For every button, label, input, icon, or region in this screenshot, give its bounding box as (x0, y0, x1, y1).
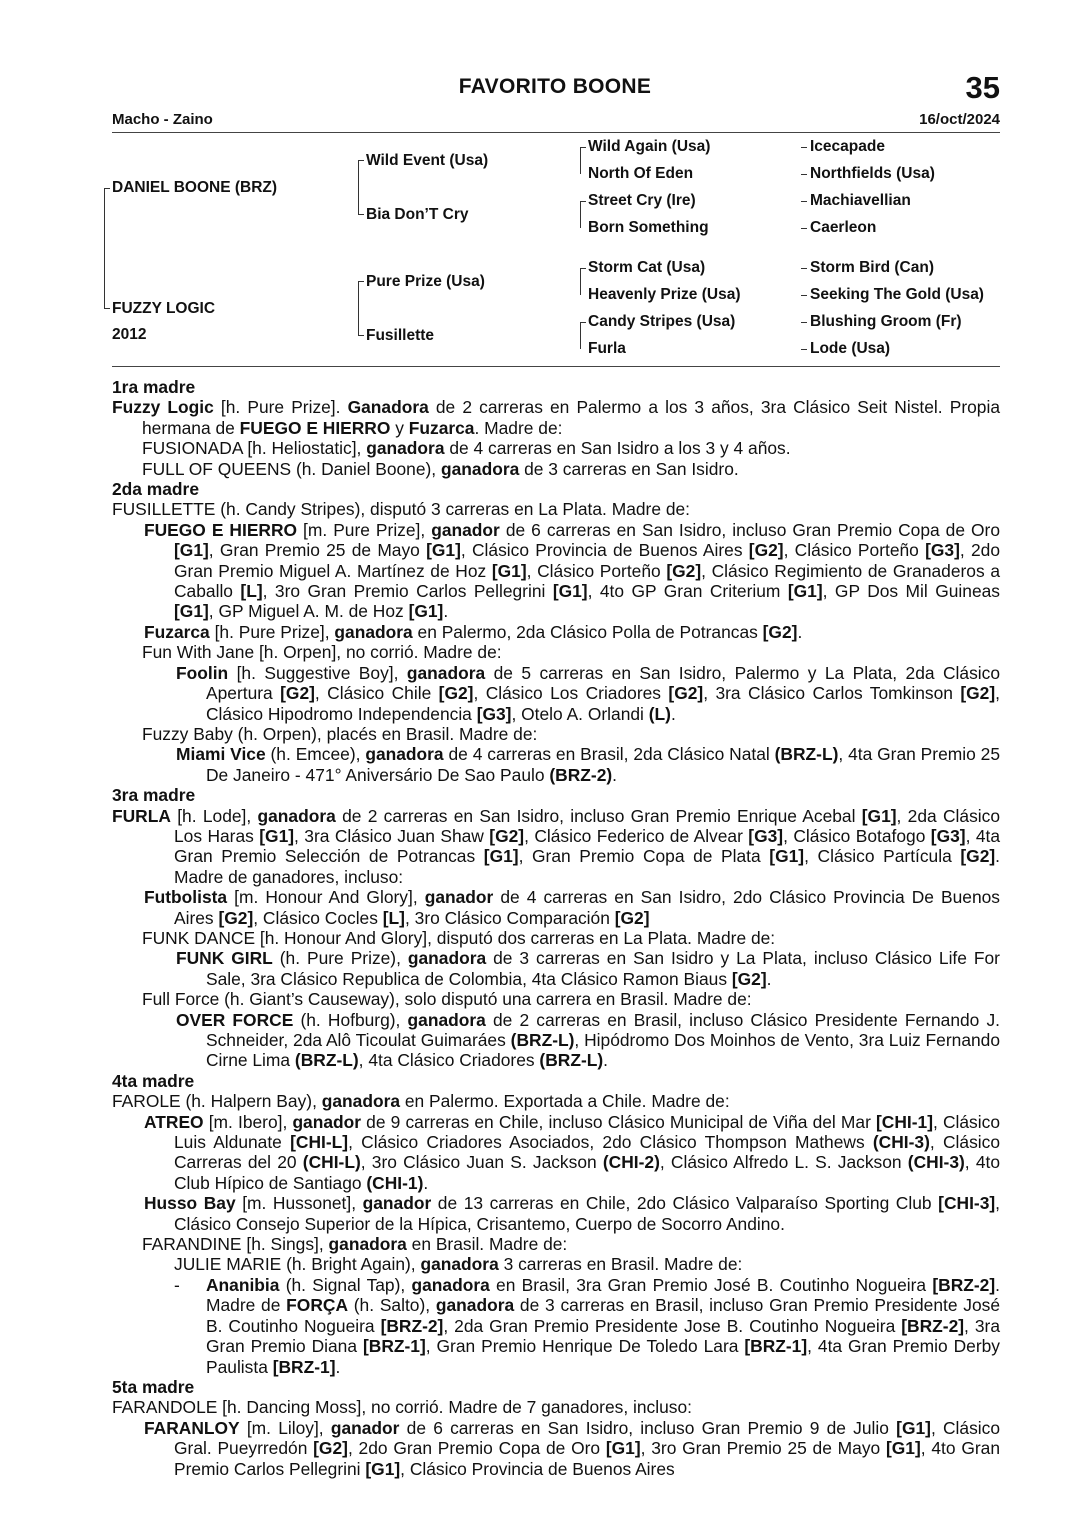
text-run: , 2do Gran Premio Copa de Oro (347, 1438, 606, 1459)
text-run: JULIE MARIE (h. Bright Again), (174, 1254, 421, 1275)
bold-text: [G2] (960, 683, 996, 704)
bold-text: (CHI-2) (602, 1152, 660, 1173)
text-run: , 4ta Gran Premio Derby Paulista (206, 1336, 1000, 1377)
text-run: FUSIONADA [h. Heliostatic], (142, 438, 367, 459)
gen4-ancestor: Seeking The Gold (Usa) (810, 286, 984, 303)
bold-text: [CHI-3] (938, 1193, 996, 1214)
text-run: de 6 carreras en San Isidro, incluso Gran Premio Copa de Oro (499, 519, 1000, 540)
produce-entry (112, 459, 1000, 479)
bold-text: ganadora (257, 805, 336, 826)
text-run: 3 carreras en Brasil. Madre de: (498, 1254, 743, 1275)
text-run: [m. Honour And Glory], (227, 887, 425, 908)
dam-sire: Pure Prize (Usa) (366, 273, 485, 290)
text-run: , Clásico Criadores Asociados, 2do Clásico Thompson Mathews (348, 1132, 873, 1153)
text-run: [h. Suggestive Boy], (228, 662, 407, 683)
text-run: Fun With Jane [h. Orpen], no corrió. Madre de: (142, 642, 502, 663)
text-run: de 6 carreras en San Isidro, incluso Gran Premio 9 de Julio (399, 1417, 897, 1438)
text-run: , Hipódromo Dos Moinhos de Vento, 3ra Luiz Fernando Cirne Lima (206, 1030, 1001, 1071)
text-run: de 5 carreras en San Isidro, Palermo y La Plata, 2da Clásico Apertura (206, 662, 1000, 704)
dam-name: FUZZY LOGIC (112, 300, 216, 317)
text-run: . Madre de ganadores, incluso: (174, 846, 1001, 887)
text-run: , Clásico Provincia de Buenos Aires (400, 1458, 675, 1479)
birth-year: 2012 (112, 326, 147, 343)
produce-entry (112, 520, 1000, 622)
text-run: (h. Salto), (348, 1295, 436, 1316)
bold-text: FURLA (112, 805, 171, 826)
text-run: , 3ro Clásico Juan S. Jackson (360, 1152, 603, 1173)
bold-text: (CHI-3) (872, 1132, 930, 1153)
text-run: , Clásico Chile (314, 683, 439, 704)
pedigree-bracket (358, 281, 359, 335)
bold-text: (CHI-3) (907, 1152, 965, 1173)
produce-entry-text (206, 1275, 1000, 1377)
gen3-ancestor: Born Something (588, 219, 709, 236)
text-run: de 3 carreras en Brasil, incluso Gran Premio Presidente José B. Coutinho Nogueira (206, 1295, 1000, 1336)
text-run: (h. Signal Tap), (279, 1274, 412, 1295)
bold-text: [G1] (491, 560, 527, 581)
text-run: (h. Pure Prize), (272, 948, 408, 969)
text-run: (h. Hofburg), (293, 1009, 408, 1030)
text-run: , 2do Gran Premio Miguel A. Martínez de Hoz (174, 540, 1001, 581)
text-run: , Clásico Luis Aldunate (174, 1111, 1000, 1153)
text-run: de 13 carreras en Chile, 2do Clásico Valparaíso Sporting Club (431, 1193, 939, 1214)
bold-text: [G1] (426, 540, 461, 561)
produce-entry (112, 744, 1000, 785)
text-run: , Clásico Cocles (253, 907, 383, 928)
dam-entry (112, 499, 1000, 519)
produce-entry (112, 438, 1000, 458)
section-heading-2da-madre: 2da madre (112, 479, 199, 500)
text-run: en Palermo. Exportada a Chile. Madre de: (400, 1091, 730, 1112)
text-run: [h. Pure Prize]. (213, 397, 348, 418)
text-run: . Madre de (206, 1274, 1000, 1316)
text-run: . (443, 601, 449, 622)
dam-entry (112, 1091, 1000, 1111)
produce-entry (112, 928, 1000, 948)
bold-text: Futbolista (144, 887, 228, 908)
bold-text: ganador (362, 1193, 432, 1214)
text-run: [m. Hussonet], (235, 1193, 363, 1214)
bold-text: FUEGO E HIERRO (239, 417, 391, 438)
text-run: , 2da Gran Premio Presidente Jose B. Coutinho Nogueira (443, 1315, 902, 1336)
text-run: , 4to Gran Premio Carlos Pellegrini (174, 1438, 1000, 1479)
text-run: [h. Pure Prize], (209, 621, 335, 642)
bold-text: [BRZ-1] (744, 1336, 808, 1357)
bold-text: [G1] (787, 581, 823, 602)
gen4-ancestor: Blushing Groom (Fr) (810, 313, 962, 330)
sire-sire: Wild Event (Usa) (366, 152, 489, 169)
text-run: FAROLE (h. Halpern Bay), (112, 1091, 322, 1112)
bold-text: ganadora (440, 458, 520, 479)
text-run: , Gran Premio Henrique De Toledo Lara (425, 1336, 745, 1357)
gen4-ancestor: Lode (Usa) (810, 340, 891, 357)
text-run: en Brasil, 3ra Gran Premio José B. Coutinho Nogueira (489, 1274, 933, 1295)
text-run: FULL OF QUEENS (h. Daniel Boone), (142, 458, 441, 479)
text-run: , 3ra Gran Premio Diana (206, 1315, 1000, 1357)
produce-entry (112, 1010, 1000, 1071)
text-run: , Otelo A. Orlandi (511, 703, 649, 724)
bold-text: FUEGO E HIERRO (144, 519, 298, 540)
produce-entry (112, 724, 1000, 744)
gen3-ancestor: Heavenly Prize (Usa) (588, 286, 741, 303)
text-run: de 2 carreras en Palermo a los 3 años, 3ra Clásico Seit Nistel. Propia hermana de (142, 397, 1001, 438)
produce-entry (112, 622, 1000, 642)
text-run: , 3ro Gran Premio 25 de Mayo (640, 1438, 886, 1459)
bold-text: [BRZ-2] (932, 1274, 996, 1295)
bold-text: ganadora (407, 948, 487, 969)
text-run: en Brasil. Madre de: (406, 1234, 568, 1255)
produce-entry (112, 887, 1000, 928)
bold-text: [G2] (218, 907, 254, 928)
bold-text: [G2] (313, 1438, 348, 1459)
bold-text: [L] (240, 581, 263, 602)
section-heading-5ta-madre: 5ta madre (112, 1376, 195, 1397)
bold-text: [BRZ-2] (380, 1315, 444, 1336)
bold-text: Fuzzy Logic (112, 397, 214, 418)
bold-text: [G1] (408, 601, 444, 622)
text-run: , Clásico Porteño (526, 560, 667, 581)
bold-text: ganadora (407, 1009, 486, 1030)
bold-text: [CHI-L] (290, 1132, 349, 1153)
bold-text: ganadora (406, 662, 486, 683)
bold-text: [G1] (885, 1438, 921, 1459)
produce-entry (112, 663, 1000, 724)
text-run: de 3 carreras en San Isidro. (519, 458, 739, 479)
gen3-ancestor: Wild Again (Usa) (588, 138, 711, 155)
text-run: de 9 carreras en Chile, incluso Clásico Municipal de Viña del Mar (361, 1111, 876, 1132)
gen4-ancestor: Machiavellian (810, 192, 911, 209)
bold-text: [G1] (174, 540, 209, 561)
bold-text: ganadora (366, 438, 445, 459)
produce-entry (112, 1418, 1000, 1479)
text-run: . (766, 968, 772, 989)
bold-text: [G3] (930, 825, 966, 846)
bold-text: [G2] (438, 683, 474, 704)
text-run: , 4to GP Gran Criterium (587, 581, 788, 602)
bold-text: FUNK GIRL (176, 948, 273, 969)
bold-text: Husso Bay (144, 1193, 236, 1214)
bold-text: [G2] (960, 846, 996, 867)
bold-text: ganadora (420, 1254, 499, 1275)
text-run: , Clásico Carreras del 20 (174, 1132, 1000, 1173)
text-run: . (612, 764, 618, 785)
text-run: de 2 carreras en Brasil, incluso Clásico Presidente Fernando J. Schneider, 2da Alô Ticoulat Guimaráes (206, 1009, 1001, 1050)
bold-text: ganador (330, 1417, 400, 1438)
text-run: , 4to Club Hípico de Santiago (174, 1152, 1001, 1193)
bottom-rule (112, 366, 1000, 367)
bold-text: (BRZ-L) (539, 1050, 604, 1071)
text-run: [m. Liloy], (239, 1417, 331, 1438)
bold-text: [G1] (552, 581, 588, 602)
text-run: de 4 carreras en Brasil, 2da Clásico Natal (443, 744, 775, 765)
gen3-ancestor: Furla (588, 340, 626, 357)
text-run: , 2da Clásico Los Haras (174, 805, 1000, 846)
bold-text: Fuzarca (408, 417, 475, 438)
sex-color: Macho - Zaino (112, 111, 213, 128)
text-run: , Clásico Gral. Pueyrredón (174, 1417, 1001, 1459)
produce-entry (112, 989, 1000, 1009)
text-run: , Gran Premio Copa de Plata (518, 846, 770, 867)
bold-text: [G2] (666, 560, 702, 581)
pedigree-bracket (358, 160, 359, 214)
bold-text: [G3] (925, 540, 960, 561)
text-run: , Clásico Provincia de Buenos Aires (460, 540, 749, 561)
bold-text: [G2] (748, 540, 784, 561)
text-run: de 3 carreras en San Isidro y La Plata, incluso Clásico Life For Sale, 3ra Clásico Republica de Colombia, 4ta Clásico Ramon Biaus (206, 948, 1000, 989)
bold-text: (BRZ-2) (549, 764, 613, 785)
produce-entry (112, 1112, 1000, 1194)
bold-text: [CHI-1] (876, 1111, 933, 1132)
bold-text: FORÇA (286, 1295, 348, 1316)
horse-name-title: FAVORITO BOONE (458, 75, 652, 98)
bold-text: [G2] (489, 825, 525, 846)
bold-text: ganador (424, 887, 494, 908)
bold-text: Ananibia (206, 1274, 280, 1295)
text-run: . (670, 703, 676, 724)
text-run: FARANDOLE [h. Dancing Moss], no corrió. Madre de 7 ganadores, incluso: (112, 1397, 692, 1418)
produce-entry (112, 642, 1000, 662)
text-run: Full Force (h. Giant’s Causeway), solo disputó una carrera en Brasil. Madre de: (142, 989, 752, 1010)
text-run: de 2 carreras en San Isidro, incluso Gran Premio Enrique Acebal (335, 805, 862, 826)
bold-text: ganadora (365, 744, 444, 765)
pedigree-bracket (104, 188, 105, 308)
section-heading-1ra-madre: 1ra madre (112, 377, 196, 397)
bold-text: [G1] (259, 825, 295, 846)
text-run: , Clásico Alfredo L. S. Jackson (659, 1152, 908, 1173)
text-run: , Clásico Hipodromo Independencia (206, 683, 1000, 724)
text-run: FARANDINE [h. Sings], (142, 1234, 329, 1255)
text-run: . (603, 1050, 609, 1071)
bold-text: Miami Vice (176, 744, 266, 765)
produce-entry (112, 1234, 1000, 1254)
text-run: , GP Dos Mil Guineas (822, 581, 1000, 602)
bold-text: (CHI-L) (302, 1152, 361, 1173)
produce-entry (112, 948, 1000, 989)
gen4-ancestor: Storm Bird (Can) (810, 259, 934, 276)
bold-text: (L) (648, 703, 671, 724)
bold-text: [G2] (614, 907, 650, 928)
text-run: de 4 carreras en San Isidro, 2do Clásico Provincia De Buenos Aires (174, 887, 1000, 928)
text-run: , Clásico Porteño (783, 540, 926, 561)
produce-entry (112, 1275, 1000, 1377)
gen4-ancestor: Icecapade (810, 138, 885, 155)
section-heading-4ta-madre: 4ta madre (112, 1070, 195, 1091)
text-run: , Clásico Los Criadores (473, 683, 669, 704)
bold-text: ganadora (435, 1295, 515, 1316)
bold-text: (BRZ-L) (510, 1030, 575, 1050)
gen3-ancestor: Candy Stripes (Usa) (588, 313, 736, 330)
bold-text: [G3] (748, 825, 784, 846)
gen3-ancestor: Storm Cat (Usa) (588, 259, 706, 276)
gen3-ancestor: North Of Eden (588, 165, 694, 182)
text-run: . (423, 1172, 429, 1193)
top-rule (112, 132, 1000, 133)
text-run: , Gran Premio 25 de Mayo (208, 540, 427, 561)
bold-text: [BRZ-1] (362, 1336, 426, 1357)
bold-text: [BRZ-1] (272, 1356, 336, 1377)
bold-text: Fuzarca (144, 621, 210, 642)
bold-text: [BRZ-2] (901, 1315, 965, 1336)
text-run: FUNK DANCE [h. Honour And Glory], disputó dos carreras en La Plata. Madre de: (142, 927, 776, 948)
text-run: en Palermo, 2da Clásico Polla de Potrancas (412, 621, 763, 642)
sire-name: DANIEL BOONE (BRZ) (112, 179, 278, 196)
dam-entry (112, 806, 1000, 888)
text-run: [h. Lode], (170, 805, 258, 826)
text-run: , 3ro Clásico Comparación (404, 907, 615, 928)
text-run: , 3ro Gran Premio Carlos Pellegrini (262, 581, 553, 602)
text-run: , Clásico Consejo Superior de la Hípica, Crisantemo, Cuerpo de Socorro Andino. (174, 1193, 1000, 1234)
text-run: Fuzzy Baby (h. Orpen), placés en Brasil. Madre de: (142, 723, 538, 744)
gen4-ancestor: Northfields (Usa) (810, 165, 935, 182)
bold-text: (BRZ-L) (774, 744, 839, 765)
text-run: , Clásico Partícula (804, 846, 961, 867)
text-run: . Madre de: (474, 417, 563, 438)
text-run: (h. Emcee), (265, 744, 366, 765)
catalog-date: 16/oct/2024 (919, 111, 1000, 128)
page-number: 35 (965, 70, 1000, 105)
produce-entry (112, 1193, 1000, 1234)
bold-text: ganadora (411, 1274, 490, 1295)
bold-text: [G1] (605, 1438, 641, 1459)
dam-dam: Fusillette (366, 327, 435, 344)
text-run: [m. Ibero], (203, 1111, 293, 1132)
bold-text: [G2] (668, 683, 704, 704)
produce-record (112, 377, 1000, 1479)
bold-text: ganador (431, 519, 500, 540)
text-run: , 4ta Gran Premio Selección de Potrancas (174, 825, 1001, 867)
bold-text: (BRZ-L) (294, 1050, 359, 1071)
bold-text: Foolin (176, 662, 229, 683)
gen4-ancestor: Caerleon (810, 219, 877, 236)
bold-text: OVER FORCE (176, 1009, 294, 1030)
text-run: y (390, 417, 409, 438)
text-run: FUSILLETTE (h. Candy Stripes), disputó 3 carreras en La Plata. Madre de: (112, 499, 691, 520)
bold-text: (CHI-1) (366, 1172, 424, 1193)
bold-text: [G2] (280, 683, 315, 704)
bold-text: [G1] (861, 805, 897, 826)
text-run: , 4ta Gran Premio 25 De Janeiro - 471° Aniversário De Sao Paulo (206, 744, 1000, 785)
bold-text: [G2] (731, 968, 767, 989)
text-run: , 3ra Clásico Carlos Tomkinson (703, 683, 961, 704)
section-heading-3ra-madre: 3ra madre (112, 785, 196, 806)
bold-text: [G2] (762, 621, 798, 642)
text-run: , Clásico Federico de Alvear (524, 825, 749, 846)
bold-text: [G3] (476, 703, 512, 724)
produce-entry (112, 1254, 1000, 1274)
bold-text: [G1] (769, 846, 805, 867)
bold-text: ATREO (144, 1111, 204, 1132)
list-dash: - (174, 1274, 180, 1295)
text-run: , 3ra Clásico Juan Shaw (294, 825, 490, 846)
text-run: , GP Miguel A. M. de Hoz (208, 601, 409, 622)
text-run: , 4ta Clásico Criadores (358, 1050, 540, 1071)
text-run: . (335, 1356, 341, 1377)
bold-text: ganador (292, 1111, 362, 1132)
text-run: [m. Pure Prize], (297, 519, 432, 540)
bold-text: ganadora (334, 621, 413, 642)
bold-text: Ganadora (347, 397, 429, 418)
gen3-ancestor: Street Cry (Ire) (588, 192, 696, 209)
bold-text: [L] (382, 907, 405, 928)
text-run: , Clásico Botafogo (783, 825, 931, 846)
bold-text: [G1] (896, 1417, 931, 1438)
dam-entry (112, 397, 1000, 438)
bold-text: [G1] (483, 846, 519, 867)
text-run: de 4 carreras en San Isidro a los 3 y 4 años. (444, 438, 791, 459)
bold-text: ganadora (328, 1234, 407, 1255)
text-run: , Clásico Regimiento de Granaderos a Caballo (174, 560, 1000, 602)
bold-text: [G1] (365, 1458, 401, 1479)
bold-text: ganadora (321, 1091, 401, 1112)
sire-dam: Bia Don’T Cry (366, 206, 469, 223)
bold-text: [G1] (174, 601, 209, 622)
bold-text: FARANLOY (144, 1417, 240, 1438)
dam-entry (112, 1397, 1000, 1417)
text-run: . (797, 621, 803, 642)
